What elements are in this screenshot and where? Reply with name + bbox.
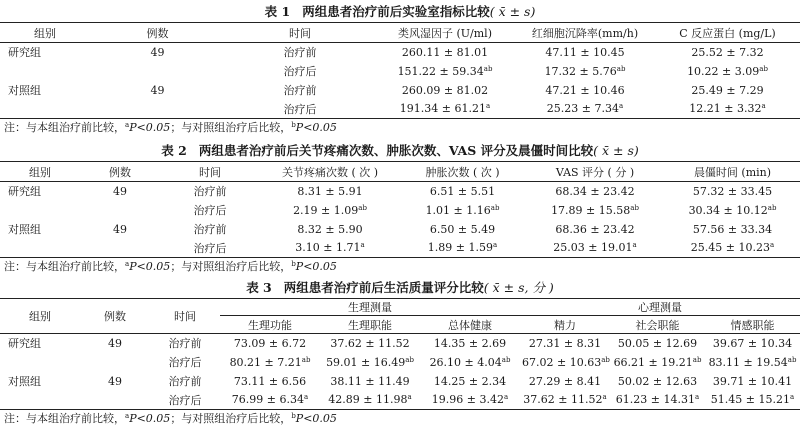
value: 6.50 ± 5.49 — [429, 222, 496, 236]
note-sup-b: b — [291, 121, 296, 129]
note-p-value: P<0.05 — [295, 412, 337, 425]
n-cell — [90, 62, 225, 81]
table2-header-swelling: 肿胀次数 ( 次 ) — [400, 162, 525, 182]
value: 25.52 ± 7.32 — [691, 45, 764, 59]
sig-mark: ab — [767, 203, 777, 212]
table1-header-group: 组别 — [0, 23, 90, 43]
time-cell: 治疗前 — [193, 185, 227, 199]
time-cell: 治疗前 — [193, 223, 227, 236]
value-cell — [655, 43, 800, 62]
value: 151.22 ± 59.34 — [397, 64, 484, 78]
sig-mark: ab — [692, 355, 702, 364]
value-cell — [665, 239, 800, 258]
table1-header-esr: 红细胞沉降率(mm/h) — [515, 23, 655, 43]
value-cell — [420, 353, 520, 372]
value-cell — [320, 334, 420, 353]
value: 6.51 ± 5.51 — [429, 184, 496, 198]
value: 8.31 ± 5.91 — [297, 184, 363, 198]
value-cell — [705, 353, 800, 372]
sig-mark: a — [619, 102, 624, 111]
table3-header-group: 组别 — [0, 299, 80, 334]
value: 68.36 ± 23.42 — [555, 222, 635, 236]
sig-mark: a — [407, 393, 412, 402]
table-row — [0, 334, 800, 353]
note-p-value: P<0.05 — [129, 412, 171, 425]
note-mid: ；与对照组治疗后比较， — [170, 260, 292, 273]
sig-mark: a — [770, 241, 775, 250]
n-cell: 49 — [113, 222, 127, 236]
table1-block — [0, 2, 800, 136]
sig-mark: ab — [759, 64, 768, 73]
value: 59.01 ± 16.49 — [326, 355, 406, 369]
value: 47.21 ± 10.46 — [545, 83, 625, 97]
value-cell — [320, 391, 420, 410]
value: 73.11 ± 6.56 — [233, 374, 307, 388]
note-sup-a: a — [125, 260, 130, 268]
value-cell — [400, 239, 525, 258]
value: 27.29 ± 8.41 — [528, 374, 602, 388]
table2-caption — [0, 141, 800, 161]
value: 39.71 ± 10.41 — [712, 374, 793, 388]
value-cell — [665, 220, 800, 239]
n-cell — [80, 353, 150, 372]
value: 2.19 ± 1.09 — [293, 203, 359, 217]
table1-header-rf: 类风湿因子 (U/ml) — [375, 23, 515, 43]
value-cell — [665, 201, 800, 220]
table2-header-vas: VAS 评分 ( 分 ) — [525, 162, 665, 182]
value: 39.67 ± 10.34 — [712, 336, 793, 350]
value-cell — [655, 62, 800, 81]
value: 50.05 ± 12.69 — [617, 336, 698, 350]
value-cell — [220, 334, 320, 353]
group-cell — [0, 62, 90, 81]
table-row — [0, 81, 800, 100]
table1-header-crp: C 反应蛋白 (mg/L) — [655, 23, 800, 43]
value-cell — [375, 62, 515, 81]
value-cell — [525, 201, 665, 220]
table2-block — [0, 141, 800, 275]
sig-mark: ab — [490, 203, 500, 212]
value: 14.35 ± 2.69 — [433, 336, 507, 350]
value-cell — [375, 43, 515, 62]
table-row — [0, 353, 800, 372]
value: 57.32 ± 33.45 — [692, 184, 773, 198]
value-cell — [260, 182, 400, 201]
value: 3.10 ± 1.71 — [295, 241, 361, 255]
value-cell — [515, 62, 655, 81]
table2-header-time: 时间 — [160, 162, 260, 182]
value: 80.21 ± 7.21 — [229, 355, 302, 369]
value: 19.96 ± 3.42 — [431, 393, 504, 407]
value-cell — [520, 334, 610, 353]
table3-subheader: 生理职能 — [320, 316, 420, 334]
value-cell — [220, 372, 320, 391]
table1-caption-number: 表 1 — [264, 4, 291, 19]
table2-header-group: 组别 — [0, 162, 80, 182]
sig-mark: ab — [630, 203, 639, 212]
note-sup-b: b — [291, 260, 296, 268]
note-sup-a: a — [125, 121, 130, 129]
value-cell — [520, 353, 610, 372]
table-row — [0, 100, 800, 119]
value-cell — [220, 391, 320, 410]
note-p-value: P<0.05 — [129, 121, 171, 134]
value: 50.02 ± 12.63 — [617, 374, 698, 388]
value-cell — [220, 353, 320, 372]
table3-note — [0, 410, 800, 427]
note-p-value: P<0.05 — [129, 260, 171, 273]
table3-header-mental: 心理测量 — [520, 299, 800, 316]
n-cell: 49 — [113, 184, 127, 198]
sig-mark: ab — [301, 355, 311, 364]
table-row — [0, 43, 800, 62]
time-cell: 治疗后 — [160, 239, 260, 258]
note-sup-a: a — [125, 412, 130, 420]
sig-mark: a — [761, 102, 766, 111]
value-cell — [610, 391, 705, 410]
value-cell — [610, 353, 705, 372]
value-cell — [260, 220, 400, 239]
sig-mark: ab — [483, 64, 493, 73]
value-cell — [525, 239, 665, 258]
value: 30.34 ± 10.12 — [688, 203, 768, 217]
table-row — [0, 239, 800, 258]
value-cell — [525, 220, 665, 239]
n-cell — [80, 239, 160, 258]
table3-header-physical: 生理测量 — [220, 299, 520, 316]
value: 17.32 ± 5.76 — [544, 64, 617, 78]
table3-subheader: 情感职能 — [705, 316, 800, 334]
table3-header-time: 时间 — [150, 299, 220, 334]
table3-caption-title: 两组患者治疗前后生活质量评分比较 — [283, 280, 484, 295]
value: 12.21 ± 3.32 — [689, 102, 762, 116]
group-cell: 对照组 — [8, 84, 41, 97]
sig-mark: a — [695, 393, 700, 402]
value: 51.45 ± 15.21 — [710, 393, 790, 407]
value-cell — [655, 100, 800, 119]
value: 37.62 ± 11.52 — [523, 393, 603, 407]
table-row — [0, 220, 800, 239]
table3-block — [0, 278, 800, 427]
group-cell: 研究组 — [8, 185, 41, 199]
value-cell — [400, 201, 525, 220]
value-cell — [515, 81, 655, 100]
table1-note — [0, 119, 800, 136]
note-prefix: 注：与本组治疗前比较， — [4, 260, 125, 273]
time-cell: 治疗后 — [150, 391, 220, 410]
value-cell — [320, 353, 420, 372]
group-cell: 研究组 — [8, 337, 41, 351]
value: 66.21 ± 19.21 — [613, 355, 693, 369]
n-cell — [80, 391, 150, 410]
table-row — [0, 182, 800, 201]
group-cell — [0, 353, 80, 372]
sig-mark: ab — [616, 64, 626, 73]
sig-mark: ab — [405, 355, 414, 364]
value: 25.03 ± 19.01 — [553, 241, 633, 255]
sig-mark: ab — [358, 203, 367, 212]
value: 14.25 ± 2.34 — [433, 374, 507, 388]
sig-mark: ab — [501, 355, 511, 364]
n-cell — [80, 201, 160, 220]
value-cell — [520, 372, 610, 391]
value-cell — [420, 391, 520, 410]
value: 10.22 ± 3.09 — [687, 64, 760, 78]
value-cell — [320, 372, 420, 391]
time-cell: 治疗前 — [283, 46, 317, 60]
time-cell: 治疗前 — [168, 337, 202, 351]
sig-mark: a — [360, 241, 365, 250]
table1-header-n: 例数 — [90, 23, 225, 43]
value: 68.34 ± 23.42 — [555, 184, 635, 198]
note-mid: ；与对照组治疗后比较， — [170, 121, 292, 134]
table1-caption-title: 两组患者治疗前后实验室指标比较 — [302, 4, 490, 19]
value: 26.10 ± 4.04 — [429, 355, 502, 369]
group-cell — [0, 391, 80, 410]
table2-caption-number: 表 2 — [161, 143, 187, 158]
value-cell — [400, 220, 525, 239]
value-cell — [400, 182, 525, 201]
table-row — [0, 372, 800, 391]
group-cell — [0, 201, 80, 220]
value-cell — [375, 100, 515, 119]
value-cell — [260, 239, 400, 258]
time-cell: 治疗前 — [283, 84, 317, 97]
sig-mark: a — [304, 393, 309, 402]
value: 42.89 ± 11.98 — [328, 393, 408, 407]
group-cell — [0, 239, 80, 258]
value: 260.11 ± 81.01 — [401, 45, 489, 59]
sig-mark: a — [486, 102, 491, 111]
sig-mark: ab — [601, 355, 610, 364]
value: 1.89 ± 1.59 — [427, 241, 493, 255]
value: 25.23 ± 7.34 — [546, 102, 619, 116]
note-p-value: P<0.05 — [295, 121, 337, 134]
value-cell — [610, 372, 705, 391]
table2-header-n: 例数 — [80, 162, 160, 182]
value: 17.89 ± 15.58 — [551, 203, 631, 217]
value-cell — [655, 81, 800, 100]
table3-caption-number: 表 3 — [246, 280, 272, 295]
table2 — [0, 161, 800, 258]
value-cell — [420, 372, 520, 391]
sig-mark: ab — [787, 355, 797, 364]
group-cell: 研究组 — [8, 46, 41, 60]
value: 73.09 ± 6.72 — [233, 336, 307, 350]
value-cell — [260, 201, 400, 220]
note-p-value: P<0.05 — [295, 260, 337, 273]
note-mid: ；与对照组治疗后比较， — [170, 412, 292, 425]
value: 76.99 ± 6.34 — [231, 393, 304, 407]
note-sup-b: b — [291, 412, 296, 420]
value-cell — [705, 372, 800, 391]
value: 260.09 ± 81.02 — [401, 83, 489, 97]
time-cell: 治疗后 — [168, 356, 202, 369]
sig-mark: a — [632, 241, 637, 250]
n-cell: 49 — [150, 83, 165, 97]
table2-caption-title: 两组患者治疗前后关节疼痛次数、肿胀次数、VAS 评分及晨僵时间比较 — [198, 143, 594, 158]
value: 8.32 ± 5.90 — [297, 222, 363, 236]
sig-mark: a — [493, 241, 498, 250]
group-cell: 对照组 — [8, 223, 41, 236]
value: 83.11 ± 19.54 — [708, 355, 788, 369]
table3-subheader: 社会职能 — [610, 316, 705, 334]
value: 67.02 ± 10.63 — [522, 355, 602, 369]
value: 25.45 ± 10.23 — [690, 241, 770, 255]
sig-mark: a — [504, 393, 509, 402]
table-row — [0, 62, 800, 81]
table3-subheader: 精力 — [520, 316, 610, 334]
sig-mark: a — [602, 393, 607, 402]
group-cell — [0, 100, 90, 119]
time-cell: 治疗后 — [283, 65, 317, 78]
value: 25.49 ± 7.29 — [691, 83, 764, 97]
value: 191.34 ± 61.21 — [399, 102, 486, 116]
table3-caption-stat: ( x̄ ± s, 分 ) — [483, 280, 554, 295]
time-cell: 治疗后 — [193, 204, 227, 217]
value-cell — [610, 334, 705, 353]
value: 38.11 ± 11.49 — [330, 374, 410, 388]
table1-caption-stat: ( x̄ ± s) — [489, 4, 536, 19]
table1-header-time: 时间 — [225, 23, 375, 43]
group-cell: 对照组 — [8, 375, 41, 388]
value-cell — [375, 81, 515, 100]
n-cell — [90, 100, 225, 119]
table3-subheader: 总体健康 — [420, 316, 520, 334]
value: 57.56 ± 33.34 — [692, 222, 773, 236]
value-cell — [515, 43, 655, 62]
note-prefix: 注：与本组治疗前比较， — [4, 121, 125, 134]
value-cell — [515, 100, 655, 119]
table2-note — [0, 258, 800, 275]
table1 — [0, 22, 800, 119]
table1-caption — [0, 2, 800, 22]
table3-caption — [0, 278, 800, 298]
value-cell — [705, 334, 800, 353]
time-cell: 治疗前 — [168, 375, 202, 388]
table-row — [0, 391, 800, 410]
value: 47.11 ± 10.45 — [545, 45, 625, 59]
table2-caption-stat: ( x̄ ± s) — [593, 143, 639, 158]
value-cell — [420, 334, 520, 353]
time-cell: 治疗后 — [225, 100, 375, 119]
value: 61.23 ± 14.31 — [615, 393, 695, 407]
n-cell: 49 — [108, 374, 122, 388]
table3-header-n: 例数 — [80, 299, 150, 334]
value: 1.01 ± 1.16 — [425, 203, 491, 217]
table3 — [0, 298, 800, 410]
table3-subheader: 生理功能 — [220, 316, 320, 334]
n-cell: 49 — [150, 45, 165, 59]
value-cell — [705, 391, 800, 410]
sig-mark: a — [790, 393, 795, 402]
value-cell — [665, 182, 800, 201]
value: 37.62 ± 11.52 — [330, 336, 410, 350]
value-cell — [520, 391, 610, 410]
value-cell — [525, 182, 665, 201]
table2-header-stiffness: 晨僵时间 (min) — [665, 162, 800, 182]
note-prefix: 注：与本组治疗前比较， — [4, 412, 125, 425]
table2-header-pain: 关节疼痛次数 ( 次 ) — [260, 162, 400, 182]
table-row — [0, 201, 800, 220]
n-cell: 49 — [108, 336, 122, 350]
value: 27.31 ± 8.31 — [528, 336, 602, 350]
